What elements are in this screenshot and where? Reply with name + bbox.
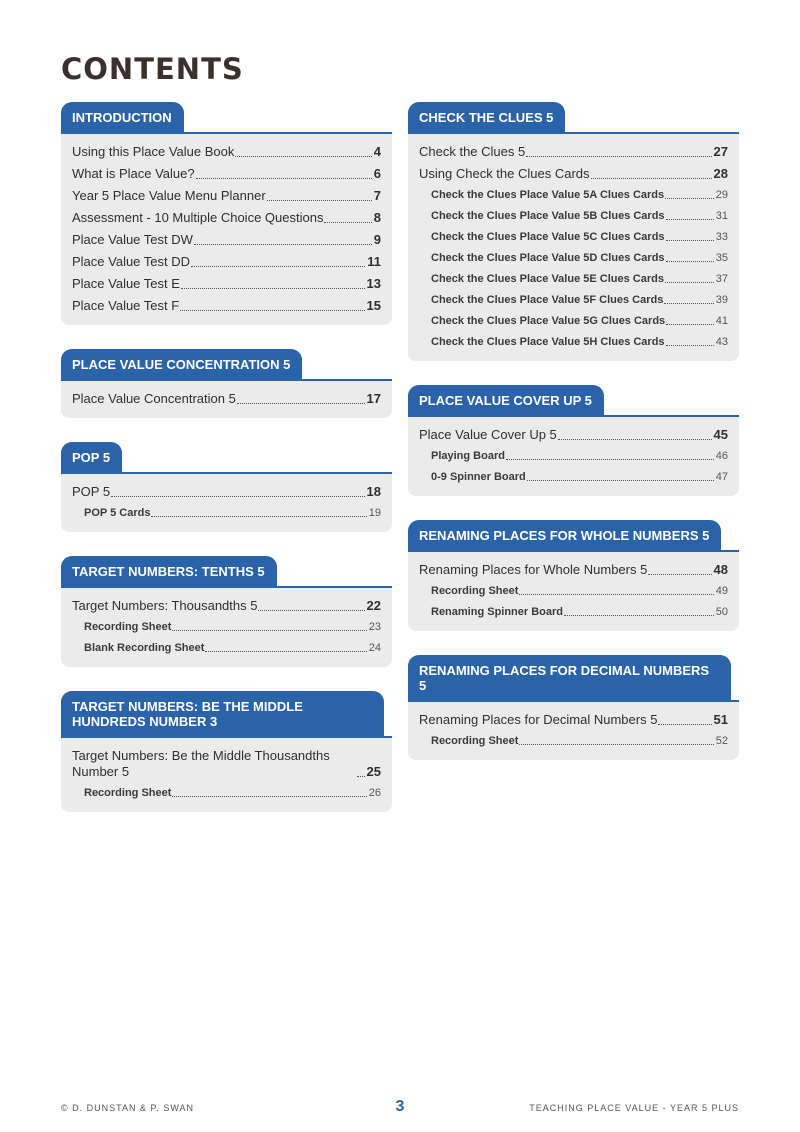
- entry-page-number: 51: [713, 712, 728, 727]
- section-entries: [408, 702, 739, 760]
- entry-page-number: 18: [366, 484, 381, 499]
- toc-entry[interactable]: [72, 388, 381, 410]
- section-heading: CHECK THE CLUES 5: [408, 102, 565, 132]
- dot-leader: [666, 345, 714, 346]
- dot-leader: [172, 630, 366, 631]
- dot-leader: [665, 198, 714, 199]
- toc-entry[interactable]: [72, 481, 381, 503]
- entry-page-number: 24: [368, 642, 381, 654]
- entry-page-number: 48: [713, 562, 728, 577]
- entry-title: 0-9 Spinner Board: [431, 471, 526, 483]
- dot-leader: [648, 574, 711, 575]
- dot-leader: [666, 261, 714, 262]
- toc-sub-entry[interactable]: [419, 290, 728, 311]
- toc-entry[interactable]: [419, 424, 728, 446]
- toc-sub-entry[interactable]: [419, 332, 728, 353]
- dot-leader: [191, 266, 365, 267]
- section-heading: RENAMING PLACES FOR WHOLE NUMBERS 5: [408, 520, 721, 550]
- toc-sub-entry[interactable]: [419, 581, 728, 602]
- entry-title: POP 5 Cards: [84, 507, 151, 519]
- entry-page-number: 27: [713, 144, 728, 159]
- dot-leader: [658, 724, 711, 725]
- entry-title: Place Value Test F: [72, 298, 180, 313]
- entry-title: Check the Clues Place Value 5E Clues Cards: [431, 273, 664, 285]
- section-entries: [61, 474, 392, 532]
- section-heading: INTRODUCTION: [61, 102, 184, 132]
- toc-sub-entry[interactable]: [419, 227, 728, 248]
- toc-sub-entry[interactable]: [419, 311, 728, 332]
- toc-section: [408, 385, 739, 496]
- entry-title: Assessment - 10 Multiple Choice Questions: [72, 210, 324, 225]
- entry-page-number: 39: [715, 294, 728, 306]
- entry-page-number: 29: [715, 189, 728, 201]
- entry-title: Check the Clues Place Value 5F Clues Cards: [431, 294, 664, 306]
- toc-section: [61, 691, 392, 812]
- entry-title: Recording Sheet: [431, 585, 519, 597]
- entry-title: Check the Clues Place Value 5C Clues Cards: [431, 231, 665, 243]
- dot-leader: [258, 610, 364, 611]
- dot-leader: [527, 480, 714, 481]
- entry-page-number: 45: [713, 427, 728, 442]
- page-number: 3: [395, 1098, 405, 1115]
- section-entries: [61, 134, 392, 325]
- dot-leader: [665, 282, 714, 283]
- toc-section: [408, 655, 739, 760]
- entry-title: Target Numbers: Be the Middle Thousandths Number 5: [72, 748, 330, 779]
- toc-entry[interactable]: [419, 141, 728, 163]
- entry-page-number: 50: [715, 606, 728, 618]
- dot-leader: [237, 403, 365, 404]
- entry-page-number: 13: [366, 276, 381, 291]
- entry-title: Check the Clues 5: [419, 144, 526, 159]
- entry-page-number: 4: [373, 144, 381, 159]
- toc-entry[interactable]: [72, 207, 381, 229]
- page-title: CONTENTS: [61, 52, 244, 86]
- toc-section: [408, 102, 739, 361]
- section-heading: RENAMING PLACES FOR DECIMAL NUMBERS 5: [408, 655, 731, 700]
- book-title-text: TEACHING PLACE VALUE - YEAR 5 PLUS: [529, 1103, 739, 1113]
- toc-sub-entry[interactable]: [419, 467, 728, 488]
- entry-title: Using this Place Value Book: [72, 144, 235, 159]
- toc-entry[interactable]: [72, 595, 381, 617]
- entry-title: Playing Board: [431, 450, 505, 462]
- entry-title: What is Place Value?: [72, 166, 195, 181]
- section-heading: POP 5: [61, 442, 122, 472]
- toc-section: [61, 442, 392, 532]
- toc-entry[interactable]: [72, 185, 381, 207]
- entry-page-number: 7: [373, 188, 381, 203]
- page-footer: [61, 1100, 739, 1116]
- entry-page-number: 26: [368, 787, 381, 799]
- entry-page-number: 9: [373, 232, 381, 247]
- entry-title: Renaming Places for Whole Numbers 5: [419, 562, 648, 577]
- toc-sub-entry[interactable]: [419, 248, 728, 269]
- entry-title: Place Value Test E: [72, 276, 180, 291]
- toc-sub-entry[interactable]: [419, 185, 728, 206]
- entry-title: Check the Clues Place Value 5G Clues Cards: [431, 315, 666, 327]
- dot-leader: [666, 219, 714, 220]
- entry-title: Renaming Spinner Board: [431, 606, 564, 618]
- entry-page-number: 6: [373, 166, 381, 181]
- entry-title: Recording Sheet: [431, 735, 519, 747]
- section-entries: [61, 588, 392, 667]
- dot-leader: [506, 459, 714, 460]
- toc-sub-entry[interactable]: [419, 731, 728, 752]
- toc-sub-entry[interactable]: [72, 617, 381, 638]
- dot-leader: [519, 594, 713, 595]
- entry-page-number: 22: [366, 598, 381, 613]
- toc-entry[interactable]: [72, 295, 381, 317]
- entry-page-number: 43: [715, 336, 728, 348]
- toc-entry[interactable]: [72, 273, 381, 295]
- dot-leader: [324, 222, 371, 223]
- entry-page-number: 52: [715, 735, 728, 747]
- dot-leader: [666, 324, 714, 325]
- entry-title: Check the Clues Place Value 5A Clues Cards: [431, 189, 665, 201]
- entry-page-number: 49: [715, 585, 728, 597]
- section-entries: [408, 417, 739, 496]
- entry-page-number: 47: [715, 471, 728, 483]
- entry-title: Target Numbers: Thousandths 5: [72, 598, 258, 613]
- section-heading: PLACE VALUE CONCENTRATION 5: [61, 349, 302, 379]
- section-heading: PLACE VALUE COVER UP 5: [408, 385, 604, 415]
- entry-page-number: 31: [715, 210, 728, 222]
- entry-page-number: 8: [373, 210, 381, 225]
- right-column: [408, 102, 739, 784]
- entry-page-number: 28: [713, 166, 728, 181]
- entry-title: Renaming Places for Decimal Numbers 5: [419, 712, 658, 727]
- entry-title: POP 5: [72, 484, 111, 499]
- dot-leader: [267, 200, 372, 201]
- entry-title: Recording Sheet: [84, 787, 172, 799]
- entry-title: Check the Clues Place Value 5D Clues Cards: [431, 252, 665, 264]
- dot-leader: [591, 178, 712, 179]
- dot-leader: [181, 288, 365, 289]
- entry-title: Place Value Cover Up 5: [419, 427, 557, 442]
- entry-page-number: 37: [715, 273, 728, 285]
- toc-section: [61, 102, 392, 325]
- toc-section: [408, 520, 739, 631]
- toc-entry[interactable]: [419, 559, 728, 581]
- entry-page-number: 11: [367, 254, 381, 269]
- dot-leader: [666, 240, 714, 241]
- entry-page-number: 17: [366, 391, 381, 406]
- section-heading: TARGET NUMBERS: BE THE MIDDLE HUNDREDS NUMBER 3: [61, 691, 384, 736]
- toc-entry[interactable]: [72, 141, 381, 163]
- entry-title: Place Value Test DD: [72, 254, 191, 269]
- toc-entry[interactable]: [72, 163, 381, 185]
- entry-page-number: 15: [366, 298, 381, 313]
- entry-page-number: 33: [715, 231, 728, 243]
- entry-title: Check the Clues Place Value 5B Clues Cards: [431, 210, 665, 222]
- left-column: [61, 102, 392, 836]
- dot-leader: [235, 156, 371, 157]
- dot-leader: [519, 744, 713, 745]
- entry-page-number: 46: [715, 450, 728, 462]
- section-entries: [61, 381, 392, 418]
- toc-sub-entry[interactable]: [72, 783, 381, 804]
- entry-title: Year 5 Place Value Menu Planner: [72, 188, 266, 203]
- entry-page-number: 19: [368, 507, 381, 519]
- dot-leader: [172, 796, 366, 797]
- entry-title: Place Value Concentration 5: [72, 391, 236, 406]
- toc-sub-entry[interactable]: [72, 638, 381, 659]
- copyright-text: © D. DUNSTAN & P. SWAN: [61, 1103, 194, 1113]
- section-entries: [408, 552, 739, 631]
- entry-page-number: 23: [368, 621, 381, 633]
- entry-title: Using Check the Clues Cards: [419, 166, 590, 181]
- section-heading: TARGET NUMBERS: TENTHS 5: [61, 556, 277, 586]
- toc-sub-entry[interactable]: [419, 269, 728, 290]
- dot-leader: [180, 310, 364, 311]
- dot-leader: [196, 178, 372, 179]
- dot-leader: [357, 776, 365, 777]
- entry-title: Recording Sheet: [84, 621, 172, 633]
- entry-page-number: 25: [366, 764, 381, 779]
- entry-title: Blank Recording Sheet: [84, 642, 205, 654]
- section-entries: [61, 738, 392, 812]
- section-entries: [408, 134, 739, 361]
- entry-page-number: 41: [715, 315, 728, 327]
- entry-title: Place Value Test DW: [72, 232, 193, 247]
- entry-page-number: 35: [715, 252, 728, 264]
- toc-entry[interactable]: [419, 709, 728, 731]
- toc-entry[interactable]: [72, 229, 381, 251]
- toc-sub-entry[interactable]: [419, 602, 728, 623]
- dot-leader: [664, 303, 713, 304]
- dot-leader: [558, 439, 712, 440]
- toc-sub-entry[interactable]: [72, 503, 381, 524]
- toc-section: [61, 349, 392, 418]
- dot-leader: [111, 496, 364, 497]
- dot-leader: [194, 244, 372, 245]
- toc-entry[interactable]: [72, 251, 381, 273]
- toc-entry[interactable]: [72, 745, 381, 783]
- toc-sub-entry[interactable]: [419, 206, 728, 227]
- toc-sub-entry[interactable]: [419, 446, 728, 467]
- dot-leader: [151, 516, 366, 517]
- dot-leader: [564, 615, 714, 616]
- dot-leader: [205, 651, 366, 652]
- toc-section: [61, 556, 392, 667]
- toc-entry[interactable]: [419, 163, 728, 185]
- entry-title: Check the Clues Place Value 5H Clues Cards: [431, 336, 665, 348]
- dot-leader: [526, 156, 711, 157]
